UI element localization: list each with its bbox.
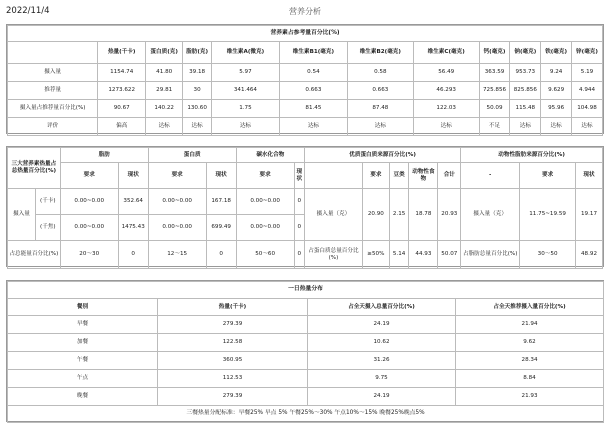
pct-carb-req: 50～60 [236,241,294,269]
nutrient-row-label: 评价 [8,118,98,136]
nutrient-cell: 1154.74 [98,64,146,82]
nutrient-cell: 1273.622 [98,82,146,100]
kj-fat-req: 0.00~0.00 [60,215,118,241]
nutrient-row [8,100,603,118]
kcal-fat-act: 352.64 [118,189,148,215]
nutrient-cell: 不足 [479,118,510,136]
nutrient-cell: 达标 [413,118,479,136]
meal-cell: 122.58 [158,334,308,352]
nutrient-row [8,118,603,136]
nutrient-cell: 5.97 [211,64,279,82]
meal-cell: 112.53 [158,370,308,388]
nutrient-cell: 9.629 [541,82,572,100]
fat-act-head: 现状 [118,163,148,189]
nutrient-cell: 30 [183,82,212,100]
nutrient-cell: 41.80 [146,64,183,82]
hq-pct-label: 占蛋白质总量百分比(%) [304,241,362,269]
nutrient-cell: 953.73 [510,64,541,82]
page-title: 营养分析 [289,7,321,16]
nutrient-cell: 130.60 [183,100,212,118]
carb-group: 碳水化合物 [236,148,304,163]
nutrient-row-label: 摄入量占推荐量百分比(%) [8,100,98,118]
hq-animal-head: 动物性食物 [409,163,438,189]
hq-pct-total: 50.07 [438,241,461,269]
pct-fat-req: 20～30 [60,241,118,269]
af-req-head: 要求 [520,163,576,189]
meal-cell: 早餐 [8,316,158,334]
meal-cell: 31.26 [308,352,456,370]
hq-intake-soy: 2.15 [389,189,409,241]
nutrient-cell: 5.19 [572,64,603,82]
meal-cell: 午点 [8,370,158,388]
pro-act-head: 现状 [206,163,236,189]
meal-cell: 360.95 [158,352,308,370]
nutrient-cell: 4.944 [572,82,603,100]
nutrient-col-header: 维生素B2(毫克) [347,42,413,64]
meal-col-header: 占全天推荐摄入量百分比(%) [456,299,604,316]
af-intake-req: 11.75~19.59 [520,189,576,241]
meal-cell: 10.62 [308,334,456,352]
kcal-unit: (千卡) [35,189,60,215]
report-date: 2022/11/4 [6,6,50,16]
hq-soy-head: 豆类 [389,163,409,189]
nutrient-cell: 104.98 [572,100,603,118]
af-pct-actual: 48.92 [576,241,603,269]
hq-req-head: 要求 [362,163,389,189]
af-intake-label: 摄入量（克） [461,189,520,241]
nutrient-cell: 122.03 [413,100,479,118]
meal-caption: 一日热量分布 [8,282,604,299]
nutrient-cell: 95.96 [541,100,572,118]
nutrient-cell: 363.59 [479,64,510,82]
nutrient-col-header: 热量(千卡) [98,42,146,64]
kcal-pro-req: 0.00~0.00 [148,189,206,215]
hq-blank-head [304,163,362,189]
kcal-pro-act: 167.18 [206,189,236,215]
meal-row [8,370,604,388]
nutrient-col-header: 钠(毫克) [510,42,541,64]
nutrient-cell: 达标 [347,118,413,136]
nutrient-col-header: 铁(毫克) [541,42,572,64]
hq-protein-group: 优质蛋白质来源百分比(%) [304,148,460,163]
macro-table [6,146,604,267]
hq-intake-label: 摄入量（克） [304,189,362,241]
nutrient-cell: 达标 [211,118,279,136]
nutrient-cell: 341.464 [211,82,279,100]
af-pct-label: 占脂肪总量百分比(%) [461,241,520,269]
nutrient-col-header: 维生素B1(毫克) [279,42,347,64]
nutrient-caption: 营养素占参考量百分比(%) [8,26,603,42]
kcal-carb-act: 0 [294,189,304,215]
nutrient-cell: 偏高 [98,118,146,136]
nutrient-cell: 50.09 [479,100,510,118]
pro-req-head: 要求 [148,163,206,189]
meal-cell: 加餐 [8,334,158,352]
nutrient-cell: 达标 [279,118,347,136]
meal-col-header: 餐别 [8,299,158,316]
kj-unit: (千焦) [35,215,60,241]
kj-pro-req: 0.00~0.00 [148,215,206,241]
nutrient-row [8,64,603,82]
meal-col-header: 占全天摄入总量百分比(%) [308,299,456,316]
kj-carb-req: 0.00~0.00 [236,215,294,241]
nutrient-col-header: 维生素C(毫克) [413,42,479,64]
fat-group: 脂肪 [60,148,148,163]
nutrient-cell: 56.49 [413,64,479,82]
meal-cell: 24.19 [308,316,456,334]
nutrient-cell: 140.22 [146,100,183,118]
nutrient-col-header: 维生素A(微克) [211,42,279,64]
meal-cell: 279.39 [158,316,308,334]
nutrient-cell: 达标 [541,118,572,136]
meal-cell: 9.75 [308,370,456,388]
nutrient-cell: 0.54 [279,64,347,82]
hq-pct-req: ≥50% [362,241,389,269]
kcal-fat-req: 0.00~0.00 [60,189,118,215]
nutrient-header-row [8,42,603,64]
carb-act-head: 现状 [294,163,304,189]
af-pct-req: 30～50 [520,241,576,269]
meal-cell: 晚餐 [8,388,158,406]
meal-row [8,334,604,352]
macro-corner: 三大营养素热量占总热量百分比(%) [8,148,61,189]
intake-label: 摄入量 [8,189,36,241]
nutrient-cell: 0.663 [347,82,413,100]
nutrient-cell: 达标 [183,118,212,136]
nutrient-cell: 达标 [572,118,603,136]
nutrient-row [8,82,603,100]
pct-pro-act: 0 [206,241,236,269]
nutrient-cell: 0.663 [279,82,347,100]
fat-req-head: 要求 [60,163,118,189]
protein-group: 蛋白质 [148,148,236,163]
meal-col-header: 热量(千卡) [158,299,308,316]
nutrient-cell: 81.45 [279,100,347,118]
kcal-carb-req: 0.00~0.00 [236,189,294,215]
nutrient-row-label: 摄入量 [8,64,98,82]
nutrient-cell: 29.81 [146,82,183,100]
meal-cell: 21.94 [456,316,604,334]
meal-cell: 9.62 [456,334,604,352]
hq-pct-soy: 5.14 [389,241,409,269]
nutrient-cell: 达标 [510,118,541,136]
meal-cell: 午餐 [8,352,158,370]
meal-cell: 8.84 [456,370,604,388]
nutrient-cell: 90.67 [98,100,146,118]
nutrient-cell: 39.18 [183,64,212,82]
nutrient-cell: 0.58 [347,64,413,82]
af-intake-actual: 19.17 [576,189,603,241]
kj-carb-act: 0 [294,215,304,241]
pct-label: 占总能量百分比(%) [8,241,61,269]
nutrient-col-header: 脂肪(克) [183,42,212,64]
nutrient-col-header: 钙(毫克) [479,42,510,64]
meal-table [6,280,604,422]
meal-row [8,352,604,370]
hq-total-head: 合计 [438,163,461,189]
nutrient-cell: 46.293 [413,82,479,100]
hq-intake-total: 20.93 [438,189,461,241]
nutrient-row-label: 推荐量 [8,82,98,100]
nutrient-cell: 725.856 [479,82,510,100]
meal-cell: 28.34 [456,352,604,370]
nutrient-col-header: 蛋白质(克) [146,42,183,64]
meal-row [8,388,604,406]
pct-fat-act: 0 [118,241,148,269]
nutrient-col-header: 锌(毫克) [572,42,603,64]
pct-pro-req: 12～15 [148,241,206,269]
kj-pro-act: 699.49 [206,215,236,241]
meal-cell: 24.19 [308,388,456,406]
nutrient-table [6,24,604,134]
pct-carb-act: 0 [294,241,304,269]
nutrient-cell: 达标 [146,118,183,136]
hq-intake-animal: 18.78 [409,189,438,241]
meal-row [8,316,604,334]
nutrient-cell: 87.48 [347,100,413,118]
nutrient-cell: 1.75 [211,100,279,118]
meal-footnote: 三餐热量分配标准：早餐25% 早点 5% 午餐25%～30% 午点10%～15% 晚餐25%晚点5% [8,406,604,423]
hq-intake-actual: 20.90 [362,189,389,241]
hq-pct-animal: 44.93 [409,241,438,269]
meal-cell: 21.93 [456,388,604,406]
meal-header-row [8,299,604,316]
af-act-head: 现状 [576,163,603,189]
page-header [6,0,604,22]
af-dash-head: - [461,163,520,189]
nutrient-cell: 115.48 [510,100,541,118]
carb-req-head: 要求 [236,163,294,189]
corner-cell [8,42,98,64]
kj-fat-act: 1475.43 [118,215,148,241]
nutrient-cell: 9.24 [541,64,572,82]
animal-fat-group: 动物性脂肪来源百分比(%) [461,148,603,163]
meal-cell: 279.39 [158,388,308,406]
nutrient-cell: 825.856 [510,82,541,100]
